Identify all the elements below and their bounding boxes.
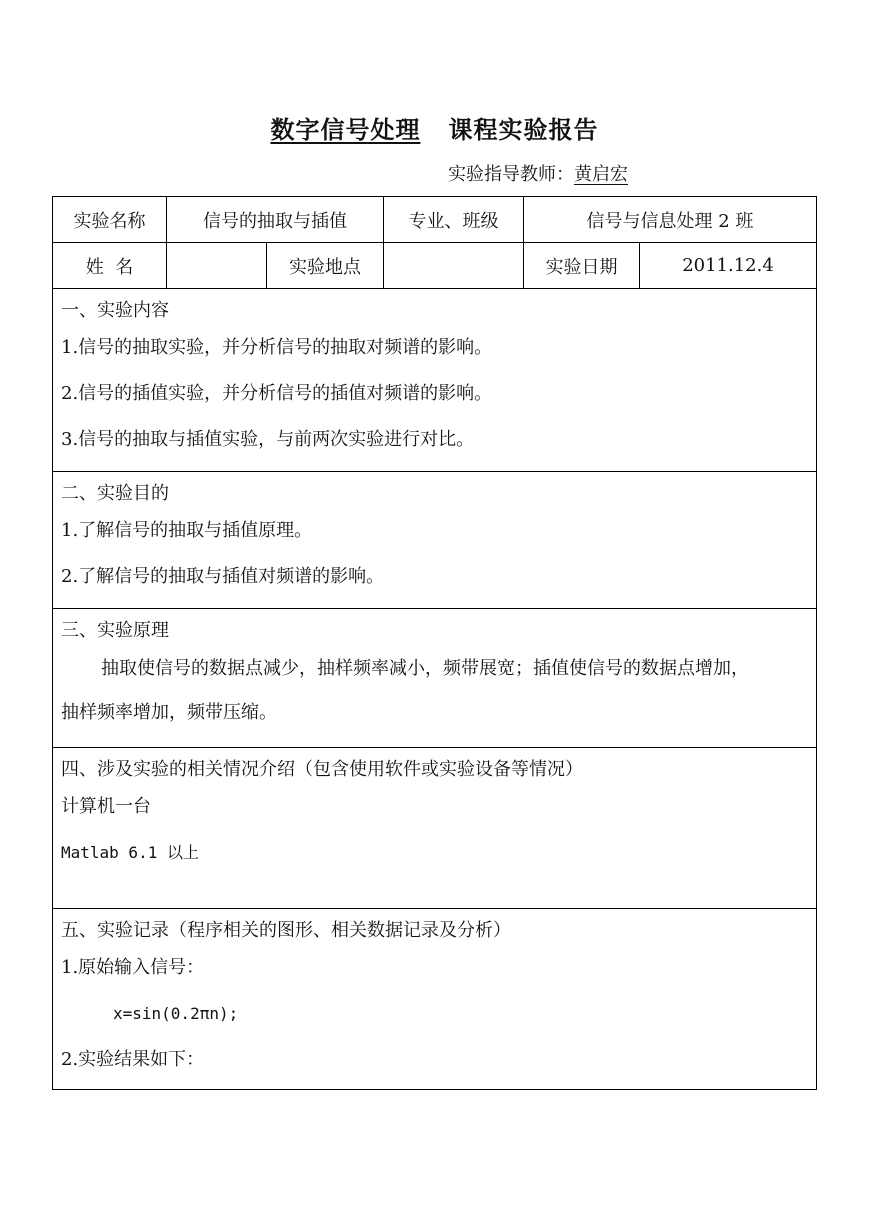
- paragraph-line: 抽取使信号的数据点减少，抽样频率减小，频带展宽；插值使信号的数据点增加，: [101, 658, 749, 679]
- student-name-value: [167, 243, 267, 289]
- list-item: 2.信号的插值实验，并分析信号的插值对频谱的影响。: [61, 383, 493, 404]
- list-item: 计算机一台: [61, 796, 151, 817]
- report-table: [52, 196, 817, 1090]
- paragraph-line: 抽样频率增加，频带压缩。: [61, 702, 277, 723]
- instructor-line: [448, 160, 628, 186]
- list-item: 1.信号的抽取实验，并分析信号的抽取对频谱的影响。: [61, 337, 493, 358]
- section-record: [53, 909, 817, 1090]
- instructor-label: 实验指导教师：: [448, 164, 574, 185]
- section-heading: 二、实验目的: [61, 483, 169, 504]
- course-name: 数字信号处理: [270, 115, 421, 144]
- report-name: 课程实验报告: [448, 115, 599, 144]
- list-item: 1.原始输入信号：: [61, 957, 205, 978]
- label-major-class: 专业、班级: [384, 197, 524, 243]
- list-item: 2.实验结果如下：: [61, 1049, 205, 1070]
- section-principle: [53, 609, 817, 748]
- list-item: 1.了解信号的抽取与插值原理。: [61, 520, 313, 541]
- label-student-name: 姓 名: [53, 243, 167, 289]
- label-location: 实验地点: [267, 243, 384, 289]
- section-heading: 四、涉及实验的相关情况介绍（包含使用软件或实验设备等情况）: [61, 759, 583, 780]
- list-item: Matlab 6.1 以上: [61, 843, 199, 862]
- section-objective: [53, 472, 817, 609]
- list-item: 2.了解信号的抽取与插值对频谱的影响。: [61, 566, 385, 587]
- header-row-1: [53, 197, 817, 243]
- major-class-value: 信号与信息处理 2 班: [524, 197, 817, 243]
- code-line: x=sin(0.2πn);: [113, 1004, 239, 1023]
- section-heading: 一、实验内容: [61, 300, 169, 321]
- header-row-2: [53, 243, 817, 289]
- list-item: 3.信号的抽取与插值实验，与前两次实验进行对比。: [61, 429, 475, 450]
- report-title: [0, 110, 869, 145]
- experiment-name-value: 信号的抽取与插值: [167, 197, 384, 243]
- label-date: 实验日期: [524, 243, 640, 289]
- section-heading: 五、实验记录（程序相关的图形、相关数据记录及分析）: [61, 920, 511, 941]
- location-value: [384, 243, 524, 289]
- date-value: 2011.12.4: [640, 243, 817, 289]
- instructor-name: 黄启宏: [574, 164, 628, 185]
- section-environment: [53, 748, 817, 909]
- section-heading: 三、实验原理: [61, 620, 169, 641]
- label-experiment-name: 实验名称: [53, 197, 167, 243]
- section-content: [53, 289, 817, 472]
